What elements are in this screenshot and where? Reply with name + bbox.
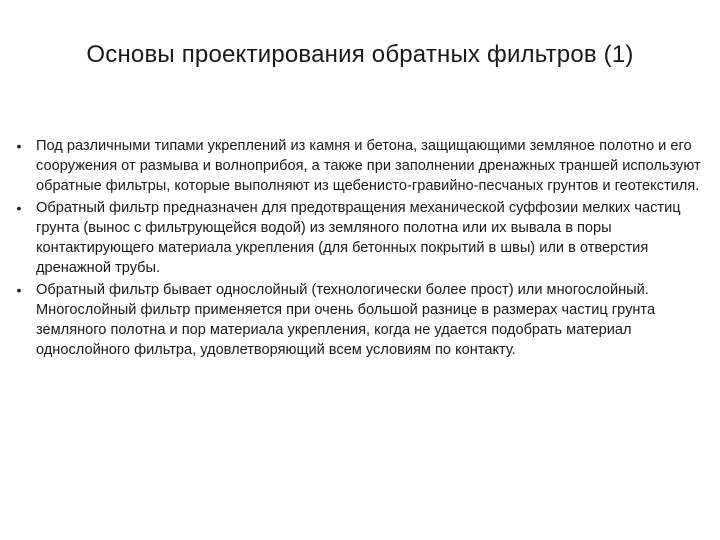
bullet-icon: • <box>16 138 22 154</box>
bullet-text: Под различными типами укреплений из камня и бетона, защищающими земляное полотно и его сооружения от размыва и волноприбоя, а также при заполнении дренажных траншей используют обратные фильтры, которые выполняют из щебенисто-гравийно-песчаных грунтов и геотекстиля. <box>36 138 701 194</box>
list-item <box>12 136 712 196</box>
bullet-text: Обратный фильтр предназначен для предотвращения механической суффозии мелких частиц грунта (вынос с фильтрующейся водой) из земляного полотна или их вывала в поры контактирующего материала укрепления (для бетонных покрытий в швы) или в отверстия дренажной трубы. <box>36 200 681 276</box>
bullet-text: Обратный фильтр бывает однослойный (технологически более прост) или многослойный. Многослойный фильтр применяется при очень большой разнице в размерах частиц грунта земляного полотна и пор материала укрепления, когда не удается подобрать материал однослойного фильтра, удовлетворяющий всем условиям по контакту. <box>36 282 656 358</box>
list-item <box>12 280 712 360</box>
bullet-list <box>12 136 712 362</box>
bullet-icon: • <box>16 200 22 216</box>
slide-title: Основы проектирования обратных фильтров (1) <box>86 41 634 68</box>
list-item <box>12 198 712 278</box>
bullet-icon: • <box>16 282 22 298</box>
